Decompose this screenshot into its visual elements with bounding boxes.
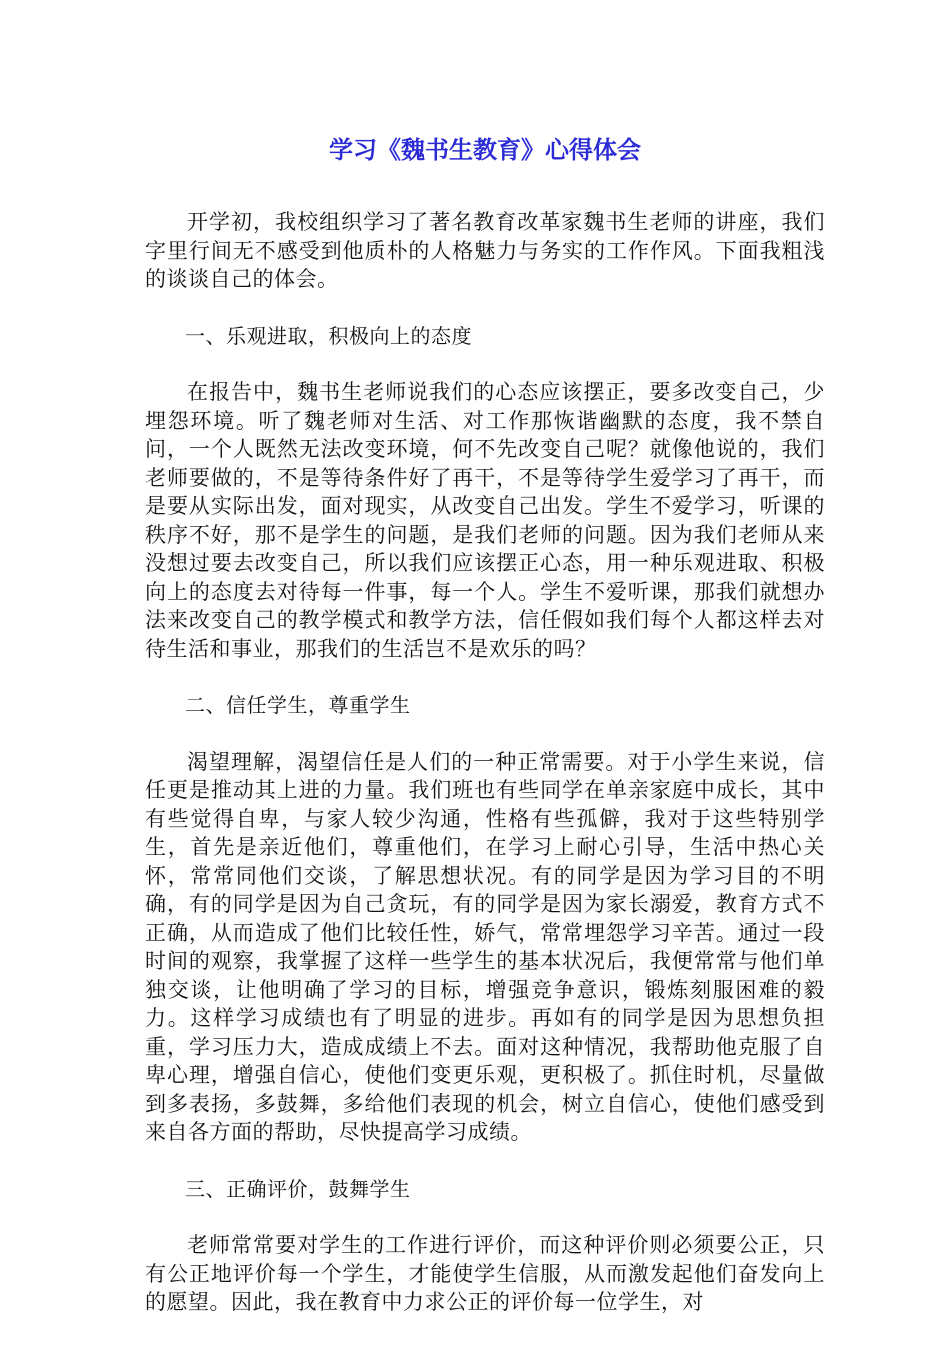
section-body-2: 渴望理解，渴望信任是人们的一种正常需要。对于小学生来说，信任更是推动其上进的力量。我们班也有些同学在单亲家庭中成长，其中有些觉得自卑，与家人较少沟通，性格有些孤僻，我对于这些特别学生，首先是亲近他们，尊重他们，在学习上耐心引导，生活中热心关怀，常常同他们交谈，了解思想状况。有的同学是因为学习目的不明确，有的同学是因为自己贪玩，有的同学是因为家长溺爱，教育方式不正确，从而造成了他们比较任性，娇气，常常埋怨学习辛苦。通过一段时间的观察，我掌握了这样一些学生的基本状况后，我便常常与他们单独交谈，让他明确了学习的目标，增强竞争意识，锻炼刻服困难的毅力。这样学习成绩也有了明显的进步。再如有的同学是因为思想负担重，学习压力大，造成成绩上不去。面对这种情况，我帮助他克服了自卑心理，增强自信心，使他们变更乐观，更积极了。抓住时机，尽量做到多表扬，多鼓舞，多给他们表现的机会，树立自信心，使他们感受到来自各方面的帮助，尽快提高学习成绩。 (145, 749, 825, 1144)
document-title: 学习《魏书生教育》心得体会 (329, 136, 641, 164)
document-page (145, 128, 825, 1345)
section-body-3: 老师常常要对学生的工作进行评价，而这种评价则必须要公正，只有公正地评价每一个学生，才能使学生信服，从而激发起他们奋发向上的愿望。因此，我在教育中力求公正的评价每一位学生，对 (145, 1233, 825, 1314)
intro-paragraph: 开学初，我校组织学习了著名教育改革家魏书生老师的讲座，我们字里行间无不感受到他质朴的人格魅力与务实的工作作风。下面我粗浅的谈谈自己的体会。 (145, 210, 825, 291)
section-heading-2: 二、信任学生，尊重学生 (185, 693, 411, 717)
section-heading-1: 一、乐观进取，积极向上的态度 (185, 323, 472, 348)
section-body-1: 在报告中，魏书生老师说我们的心态应该摆正，要多改变自己，少埋怨环境。听了魏老师对生活、对工作那恢谐幽默的态度，我不禁自问，一个人既然无法改变环境，何不先改变自己呢？就像他说的，我们老师要做的，不是等待条件好了再干，不是等待学生爱学习了再干，而是要从实际出发，面对现实，从改变自己出发。学生不爱学习，听课的秩序不好，那不是学生的问题，是我们老师的问题。因为我们老师从来没想过要去改变自己，所以我们应该摆正心态，用一种乐观进取、积极向上的态度去对待每一件事，每一个人。学生不爱听课，那我们就想办法来改变自己的教学模式和教学方法，信任假如我们每个人都这样去对待生活和事业，那我们的生活岂不是欢乐的吗？ (145, 380, 825, 661)
section-heading-3: 三、正确评价，鼓舞学生 (185, 1176, 411, 1201)
